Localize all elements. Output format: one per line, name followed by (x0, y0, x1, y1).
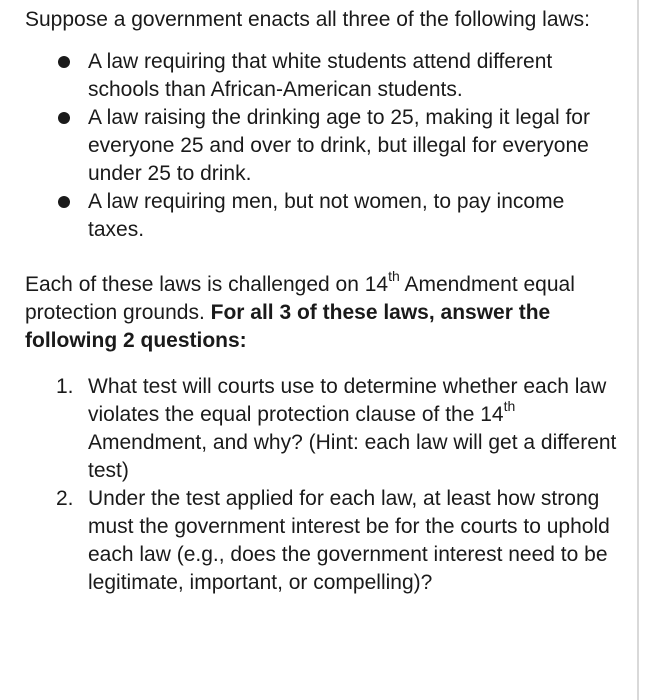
question-item (25, 373, 620, 485)
page-edge-divider (637, 0, 639, 700)
challenge-text: Each of these laws is challenged on 14 (25, 273, 389, 296)
ordinal-suffix: th (503, 398, 516, 414)
document-body (25, 6, 620, 597)
law-item (25, 104, 620, 188)
question-text: Under the test applied for each law, at least how strong must the government interest be for the courts to uphold each law (e.g., does the government interest need to be legitimate, important, or compelling)? (88, 487, 610, 594)
law-item (25, 48, 620, 104)
law-text: A law requiring men, but not women, to pay income taxes. (88, 190, 565, 241)
ordinal-suffix: th (388, 268, 400, 284)
bullet-icon (58, 196, 70, 208)
law-text: A law requiring that white students attend different schools than African-American students. (88, 50, 553, 101)
question-number: 1. (56, 375, 74, 398)
question-text: What test will courts use to determine whether each law violates the equal protection clause of the 14 (88, 375, 607, 426)
challenge-paragraph (25, 268, 620, 355)
law-text: A law raising the drinking age to 25, making it legal for everyone 25 and over to drink, but illegal for everyone under 25 to drink. (88, 106, 590, 185)
challenge-text-cont: Amendment equal protection grounds. (25, 273, 575, 324)
question-item (25, 485, 620, 597)
bullet-icon (58, 56, 70, 68)
questions-list (25, 373, 620, 597)
law-item (25, 188, 620, 244)
question-number: 2. (56, 487, 74, 510)
instruction-bold: For all 3 of these laws, answer the following 2 questions: (25, 301, 551, 352)
question-text-cont: Amendment, and why? (Hint: each law will get a different test) (88, 431, 617, 482)
intro-paragraph: Suppose a government enacts all three of the following laws: (25, 8, 591, 31)
laws-list (25, 48, 620, 244)
bullet-icon (58, 112, 70, 124)
